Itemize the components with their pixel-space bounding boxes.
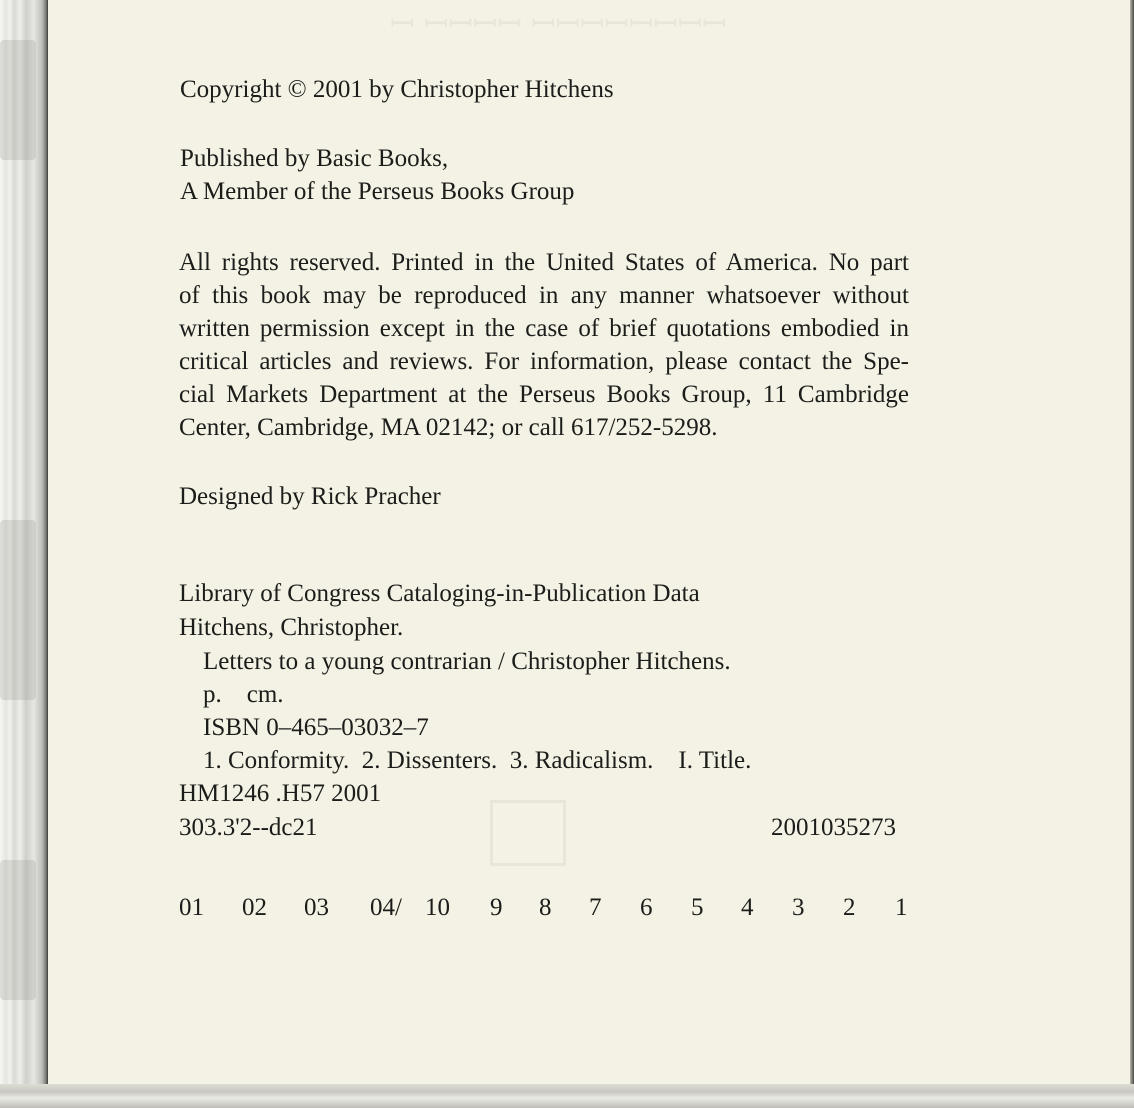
publisher-line: Published by Basic Books, — [180, 145, 449, 172]
printing-number: 5 — [691, 894, 704, 921]
gutter-stain — [0, 40, 36, 160]
rights-line: of this book may be reproduced in any manner whatsoever without — [179, 282, 909, 309]
cip-isbn: ISBN 0–465–03032–7 — [203, 714, 429, 741]
printing-number: 03 — [304, 894, 329, 921]
printing-number: 10 — [425, 894, 450, 921]
show-through — [490, 800, 566, 866]
printing-number: 7 — [589, 894, 602, 921]
show-through: ꟷ ꟷꟷꟷꟷ ꟷꟷꟷꟷꟷꟷꟷꟷ — [390, 7, 727, 42]
printing-number: 3 — [792, 894, 805, 921]
gutter-stain — [0, 860, 36, 1000]
designer-credit: Designed by Rick Pracher — [179, 483, 441, 510]
copyright-page — [50, 0, 1128, 1084]
printing-number: 02 — [242, 894, 267, 921]
rights-line: Center, Cambridge, MA 02142; or call 617/252-5298. — [179, 414, 718, 441]
rights-line: cial Markets Department at the Perseus Books Group, 11 Cambridge — [179, 381, 909, 408]
printing-number: 6 — [640, 894, 653, 921]
printing-line — [179, 894, 909, 928]
printing-number: 2 — [843, 894, 856, 921]
cip-lccn: 2001035273 — [771, 814, 896, 841]
gutter-stain — [0, 520, 36, 700]
printing-number: 04/ — [370, 894, 402, 921]
rights-line: critical articles and reviews. For information, please contact the Spe- — [179, 348, 909, 375]
printing-number: 4 — [741, 894, 754, 921]
cip-call-number: HM1246 .H57 2001 — [179, 780, 382, 807]
rights-line: written permission except in the case of brief quotations embodied in — [179, 315, 909, 342]
cip-dewey: 303.3'2--dc21 — [179, 814, 318, 841]
copyright-notice: Copyright © 2001 by Christopher Hitchens — [180, 76, 614, 103]
publisher-member-line: A Member of the Perseus Books Group — [180, 178, 575, 205]
printing-number: 01 — [179, 894, 204, 921]
cip-author: Hitchens, Christopher. — [179, 614, 404, 641]
page-right-edge — [1130, 0, 1134, 1108]
printing-number: 9 — [490, 894, 503, 921]
printing-number: 1 — [895, 894, 908, 921]
page-bottom-edge — [0, 1084, 1134, 1108]
cip-subjects: 1. Conformity. 2. Dissenters. 3. Radicalism. I. Title. — [203, 747, 752, 774]
cip-heading: Library of Congress Cataloging-in-Publication Data — [179, 580, 700, 607]
cip-extent: p. cm. — [203, 681, 284, 708]
printing-number: 8 — [539, 894, 552, 921]
cip-title: Letters to a young contrarian / Christopher Hitchens. — [203, 648, 731, 675]
rights-line: All rights reserved. Printed in the United States of America. No part — [179, 249, 909, 276]
binding-gutter — [0, 0, 48, 1108]
